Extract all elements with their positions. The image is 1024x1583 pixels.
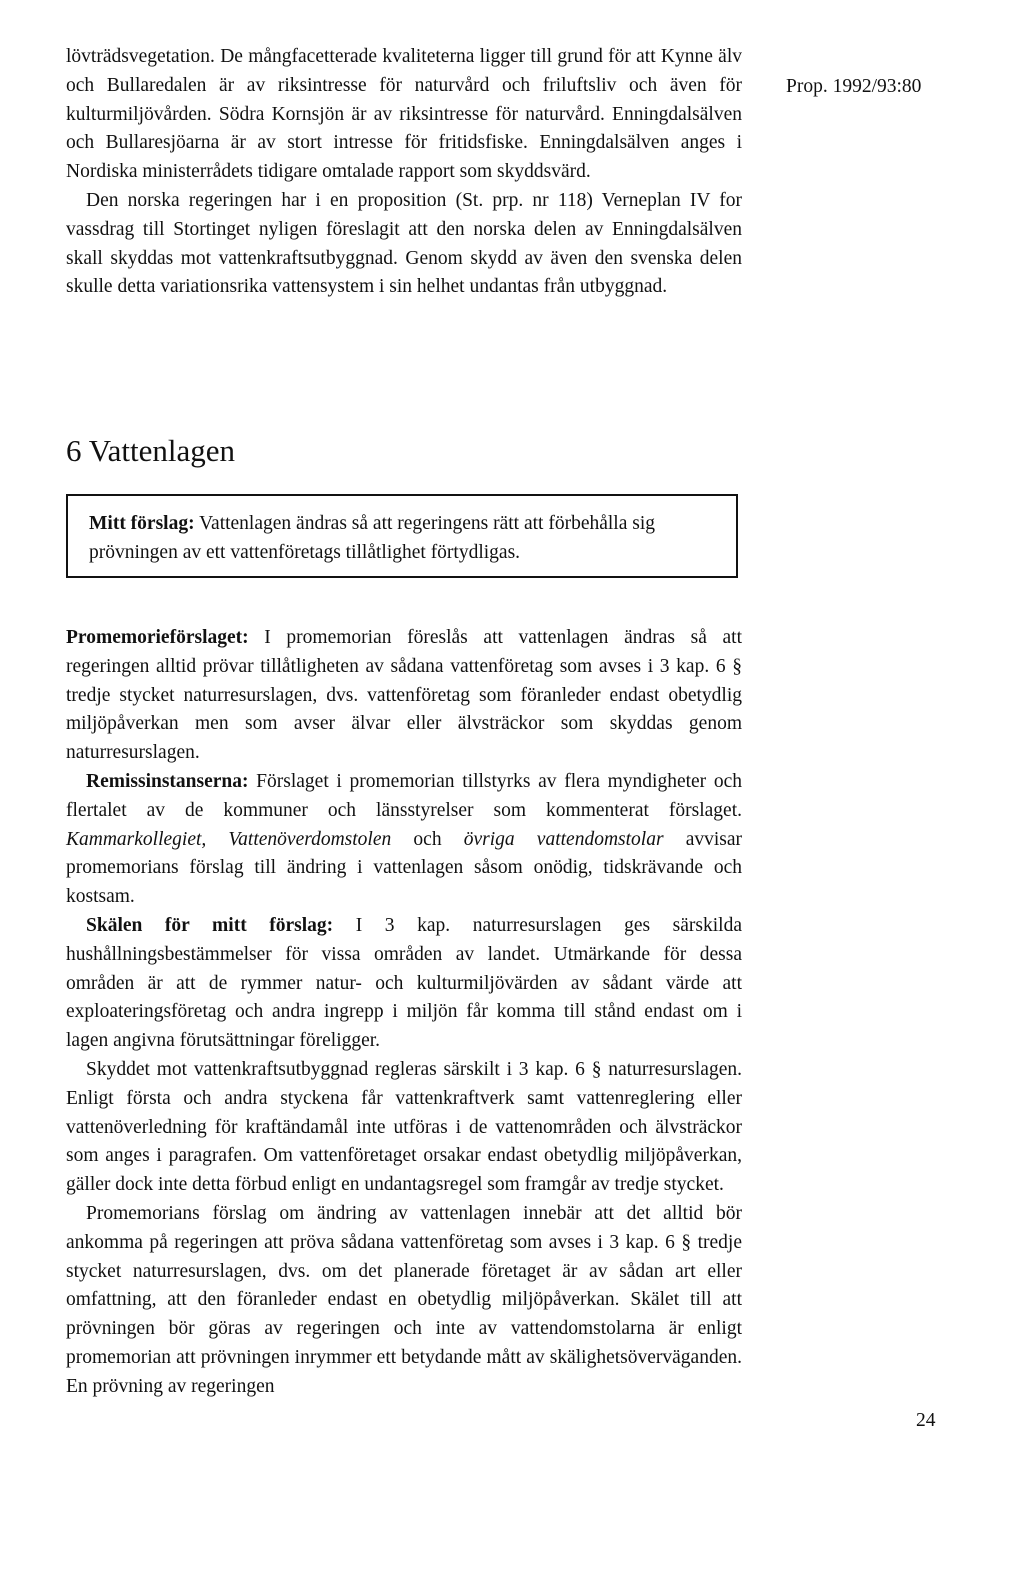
remiss-text-2: och bbox=[391, 828, 464, 850]
remiss-lead: Remissinstanserna: bbox=[86, 770, 249, 792]
paragraph-norwegian-government: Den norska regeringen har i en proposition (St. prp. nr 118) Verneplan IV for vassdrag till Stortinget nyligen föreslagit att den norska delen av Enningdalsälven skall skyddas mot vattenkraftsutbyggnad. Genom skydd av även den svenska delen skulle detta variationsrika vattensystem i sin helhet undantas från utbyggnad. bbox=[66, 189, 742, 298]
body-text-block bbox=[66, 624, 742, 1402]
page-number: 24 bbox=[916, 1410, 936, 1431]
paragraph-reasons bbox=[66, 912, 742, 1056]
paragraph-vegetation: lövträdsvegetation. De mångfacetterade kvaliteterna ligger till grund för att Kynne älv och Bullaredalen är av riksintresse för naturvård och friluftsliv och även för kulturmiljövården. Södra Kornsjön är av riksintresse för naturvård. Enningdalsälven och Bullaresjöarna är av stort intresse för fritidsfiske. Enningdalsälven anges i Nordiska ministerrådets tidigare omtalade rapport som skyddsvärd. bbox=[66, 46, 742, 183]
paragraph-remiss bbox=[66, 768, 742, 912]
remiss-italic-1: Kammarkollegiet, Vattenöverdomstolen bbox=[66, 828, 392, 850]
proposal-text bbox=[89, 510, 719, 568]
paragraph-protection: Skyddet mot vattenkraftsutbyggnad regleras särskilt i 3 kap. 6 § naturresurslagen. Enligt första och andra styckena får vattenkraftverk samt vattenreglering eller vattenöverledning för kraftändamål inte utföras i de vattenområden och älvsträckor som anges i paragrafen. Om vattenföretaget orsakar endast obetydlig miljöpåverkan, gäller dock inte detta förbud enligt en undantagsregel som framgår av tredje stycket. bbox=[66, 1058, 742, 1196]
top-text-block bbox=[66, 43, 742, 302]
reasons-text: I 3 kap. naturresurslagen ges särskilda hushållningsbestämmelser för vissa områden av landet. Utmärkande för dessa områden är att de rymmer natur- och kulturmiljövärden av sådant värde att exploateringsföretag och andra ingrepp i miljön får komma till stånd endast om i lagen angivna förutsättningar föreligger. bbox=[66, 914, 742, 1052]
proposal-body: Vattenlagen ändras så att regeringens rätt att förbehålla sig prövningen av ett vattenföretags tillåtlighet förtydligas. bbox=[89, 513, 656, 563]
remiss-text-3: avvisar promemorians förslag till ändring i vattenlagen såsom onödig, tidskrävande och kostsam. bbox=[66, 828, 743, 908]
proposal-lead: Mitt förslag: bbox=[89, 513, 195, 534]
section-heading: 6 Vattenlagen bbox=[66, 433, 236, 468]
remiss-text-1: Förslaget i promemorian tillstyrks av flera myndigheter och flertalet av de kommuner och länsstyrelser som kommenterat förslaget. bbox=[66, 770, 742, 821]
proposal-box bbox=[66, 494, 738, 578]
prop-reference: Prop. 1992/93:80 bbox=[786, 76, 922, 97]
remiss-italic-2: övriga vattendomstolar bbox=[463, 828, 664, 850]
memo-lead: Promemorieförslaget: bbox=[66, 627, 249, 648]
paragraph-memo bbox=[66, 624, 742, 768]
memo-text: I promemorian föreslås att vattenlagen ändras så att regeringen alltid prövar tillåtligheten av sådana vattenföretag som avses i 3 kap. 6 § tredje stycket naturresurslagen, dvs. vattenföretag som föranleder endast obetydlig miljöpåverkan men som avser älvar eller älvsträckor som skyddas genom naturresurslagen. bbox=[66, 627, 742, 764]
paragraph-memo-proposal: Promemorians förslag om ändring av vattenlagen innebär att det alltid bör ankomma på regeringen att pröva sådana vattenföretag som avses i 3 kap. 6 § tredje stycket naturresurslagen, dvs. om det planerade företaget är av sådan art eller omfattning, att den föranleder endast en obetydlig miljöpåverkan. Skälet till att prövningen bör göras av regeringen och inte av vattendomstolarna är enligt promemorian att prövningen inrymmer ett betydande mått av skälighetsöverväganden. En prövning av regeringen bbox=[66, 1202, 742, 1397]
reasons-lead: Skälen för mitt förslag: bbox=[86, 914, 334, 936]
